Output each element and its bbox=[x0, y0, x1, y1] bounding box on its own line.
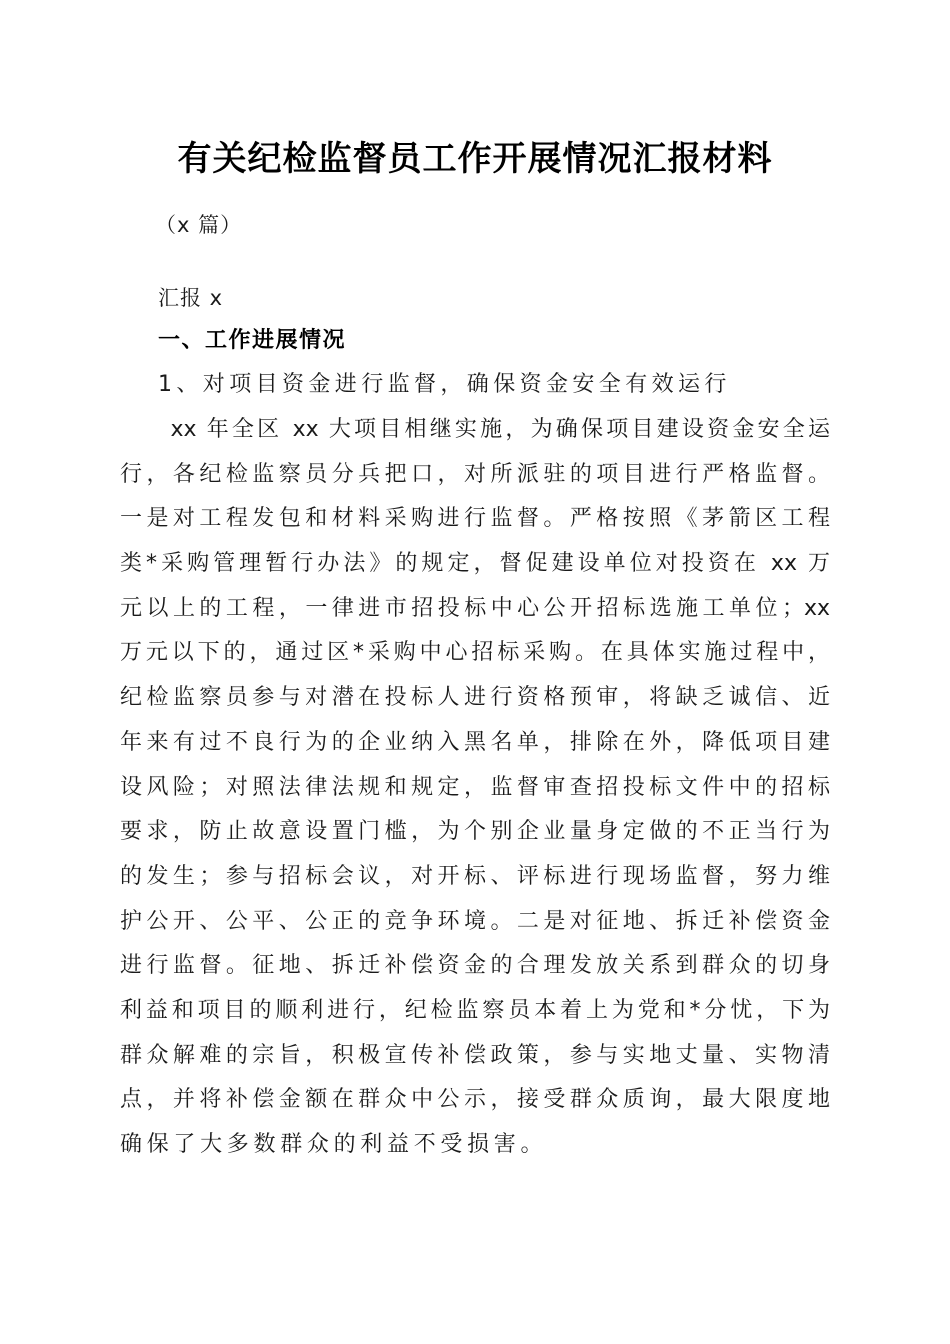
body-line: xx 年全区 xx 大项目相继实施，为确保项目建设资金安全运 bbox=[120, 417, 830, 442]
body-line: 设风险；对照法律法规和规定，监督审查招投标文件中的招标 bbox=[120, 775, 830, 800]
body-line: 点，并将补偿金额在群众中公示，接受群众质询，最大限度地 bbox=[120, 1087, 830, 1112]
body-line: 类*采购管理暂行办法》的规定，督促建设单位对投资在 xx 万 bbox=[120, 551, 830, 576]
body-line: 群众解难的宗旨，积极宣传补偿政策，参与实地丈量、实物清 bbox=[120, 1043, 830, 1068]
body-line: 要求，防止故意设置门槛，为个别企业量身定做的不正当行为 bbox=[120, 819, 830, 844]
body-line: 进行监督。征地、拆迁补偿资金的合理发放关系到群众的切身 bbox=[120, 953, 830, 978]
body-line: 元以上的工程，一律进市招投标中心公开招标选施工单位；xx bbox=[120, 596, 830, 621]
body-line: 的发生；参与招标会议，对开标、评标进行现场监督，努力维 bbox=[120, 864, 830, 889]
body-line: 行，各纪检监察员分兵把口，对所派驻的项目进行严格监督。 bbox=[120, 462, 830, 487]
body-line: 一是对工程发包和材料采购进行监督。严格按照《茅箭区工程 bbox=[120, 506, 830, 531]
author-line: 汇报 x bbox=[158, 286, 224, 310]
document-title: 有关纪检监督员工作开展情况汇报材料 bbox=[177, 139, 773, 179]
body-line: 纪检监察员参与对潜在投标人进行资格预审，将缺乏诚信、近 bbox=[120, 685, 830, 710]
body-line: 利益和项目的顺利进行，纪检监察员本着上为党和*分忧，下为 bbox=[120, 998, 830, 1023]
body-line: 万元以下的，通过区*采购中心招标采购。在具体实施过程中， bbox=[120, 640, 830, 665]
section-heading: 一、工作进展情况 bbox=[158, 328, 347, 353]
body-line: 年来有过不良行为的企业纳入黑名单，排除在外，降低项目建 bbox=[120, 730, 830, 755]
article-count: （x 篇） bbox=[155, 213, 243, 237]
subsection-heading: 1、对项目资金进行监督，确保资金安全有效运行 bbox=[158, 372, 731, 397]
body-line: 护公开、公平、公正的竞争环境。二是对征地、拆迁补偿资金 bbox=[120, 909, 830, 934]
body-line: 确保了大多数群众的利益不受损害。 bbox=[120, 1132, 548, 1157]
